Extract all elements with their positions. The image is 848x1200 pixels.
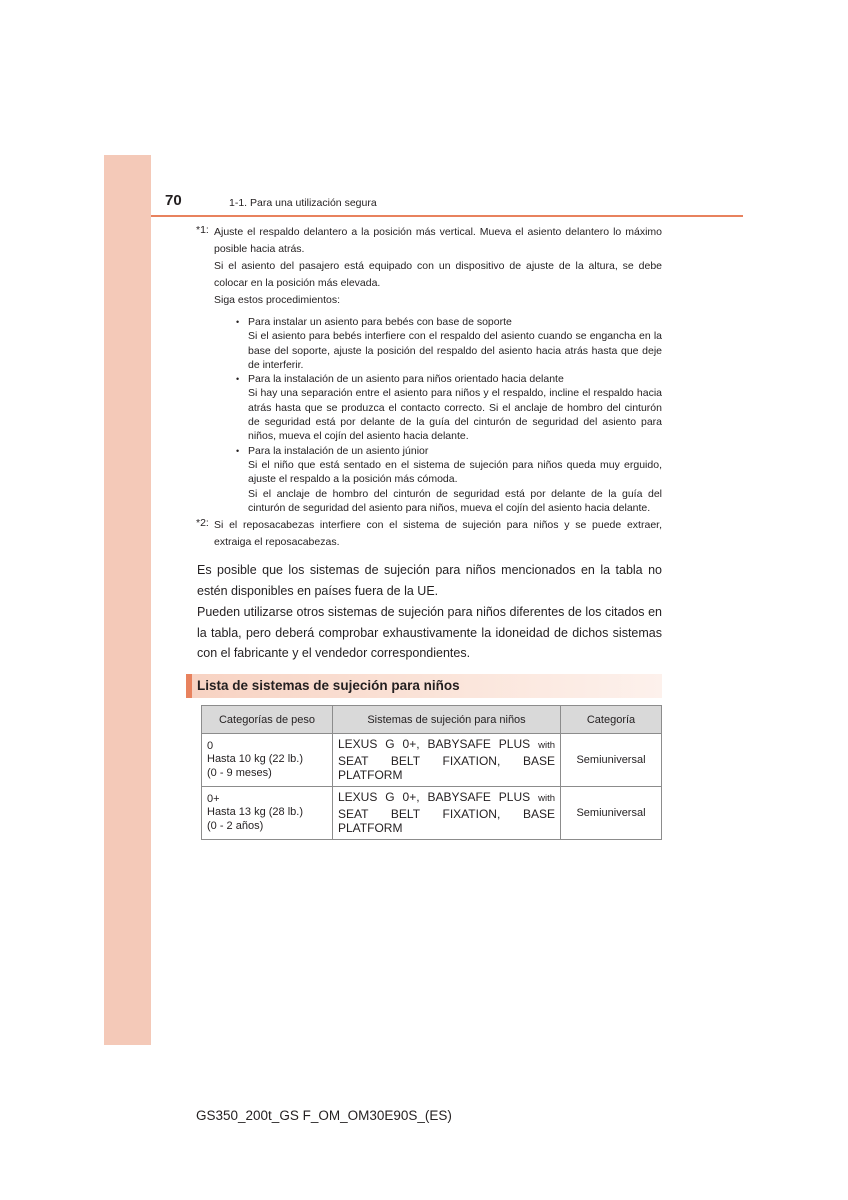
footnote-2-mark: *2: xyxy=(196,517,209,530)
footnote-1-line: Ajuste el respaldo delantero a la posición más vertical. Mueva el asiento delantero lo máximo posible hacia atrás. xyxy=(214,226,662,255)
availability-paragraph: Es posible que los sistemas de sujeción para niños mencionados en la tabla no estén disponibles en países fuera de la UE. xyxy=(197,563,662,598)
header-divider xyxy=(151,215,743,217)
header-system: Sistemas de sujeción para niños xyxy=(333,706,561,734)
child-restraint-table xyxy=(201,705,662,840)
age-range: (0 - 9 meses) xyxy=(207,766,272,779)
system-name: LEXUS G 0+, BABYSAFE PLUS xyxy=(338,790,531,805)
weight-group: 0+ xyxy=(207,792,220,805)
procedure-item xyxy=(236,315,662,372)
weight-limit: Hasta 13 kg (28 lb.) xyxy=(207,806,303,819)
section-heading: Lista de sistemas de sujeción para niños xyxy=(197,678,460,693)
system-cell xyxy=(333,734,561,787)
procedure-item xyxy=(236,372,662,443)
procedure-text: Si hay una separación entre el asiento para niños y el respaldo, incline el respaldo hacia atrás hasta que se produzca el contacto correcto. Si el anclaje de hombro del cinturón de seguridad está por delante de la guía del cinturón de seguridad del asiento para niños, mueva el cojín del asiento hacia delante. xyxy=(248,387,662,443)
document-code: GS350_200t_GS F_OM_OM30E90S_(ES) xyxy=(196,1108,452,1123)
table-row xyxy=(202,734,662,787)
weight-cell xyxy=(202,734,333,787)
footnote-1 xyxy=(196,224,662,515)
system-cell xyxy=(333,787,561,840)
procedure-title: • Para la instalación de un asiento júnior xyxy=(248,444,429,457)
procedure-title: • Para instalar un asiento para bebés con base de soporte xyxy=(248,316,512,328)
footnote-2 xyxy=(196,517,662,551)
system-fixation: SEAT BELT FIXATION, BASE PLATFORM xyxy=(338,806,555,836)
system-with: with xyxy=(538,793,555,805)
procedure-title: • Para la instalación de un asiento para niños orientado hacia delante xyxy=(248,373,564,386)
footnote-1-mark: *1: xyxy=(196,224,209,236)
procedure-text: Si el niño que está sentado en el sistema de sujeción para niños queda muy erguido, ajuste el respaldo a la posición más cómoda. xyxy=(248,458,662,486)
procedure-text: Si el asiento para bebés interfiere con el respaldo del asiento cuando se engancha en la base del soporte, ajuste la posición del respaldo del asiento hacia atrás hasta que deje de interferir. xyxy=(248,330,662,371)
age-range: (0 - 2 años) xyxy=(207,819,264,832)
footnote-1-line: Siga estos procedimientos: xyxy=(214,294,341,306)
procedure-item xyxy=(236,444,662,515)
header-category: Categoría xyxy=(561,706,662,734)
table-header-row xyxy=(202,706,662,734)
system-fixation: SEAT BELT FIXATION, BASE PLATFORM xyxy=(338,753,555,783)
section-heading-bar xyxy=(186,674,662,698)
footnote-1-line: Si el asiento del pasajero está equipado con un dispositivo de ajuste de la altura, se debe colocar en la posición más elevada. xyxy=(214,260,662,289)
system-name: LEXUS G 0+, BABYSAFE PLUS xyxy=(338,737,531,752)
footnotes xyxy=(196,224,662,553)
page-side-tab xyxy=(104,155,151,1045)
procedure-text: Si el anclaje de hombro del cinturón de seguridad está por delante de la guía del cinturón de seguridad del asiento para niños, mueva el cojín del asiento hacia delante. xyxy=(248,487,662,514)
heading-accent xyxy=(186,674,192,698)
weight-group: 0 xyxy=(207,739,214,752)
procedure-list xyxy=(214,315,662,515)
section-title: 1-1. Para una utilización segura xyxy=(229,197,377,209)
category-cell: Semiuniversal xyxy=(561,787,662,840)
table-row xyxy=(202,787,662,840)
page-number: 70 xyxy=(165,192,182,209)
system-with: with xyxy=(538,740,555,752)
header-weight: Categorías de peso xyxy=(202,706,333,734)
weight-limit: Hasta 10 kg (22 lb.) xyxy=(207,753,303,766)
category-cell: Semiuniversal xyxy=(561,734,662,787)
weight-cell xyxy=(202,787,333,840)
footnote-2-text: Si el reposacabezas interfiere con el sistema de sujeción para niños y se puede extraer, extraiga el reposacabezas. xyxy=(214,519,662,549)
other-systems-paragraph: Pueden utilizarse otros sistemas de sujeción para niños diferentes de los citados en la tabla, pero deberá comprobar exhaustivamente la idoneidad de dichos sistemas con el fabricante y el vendedor correspondientes. xyxy=(197,605,662,660)
